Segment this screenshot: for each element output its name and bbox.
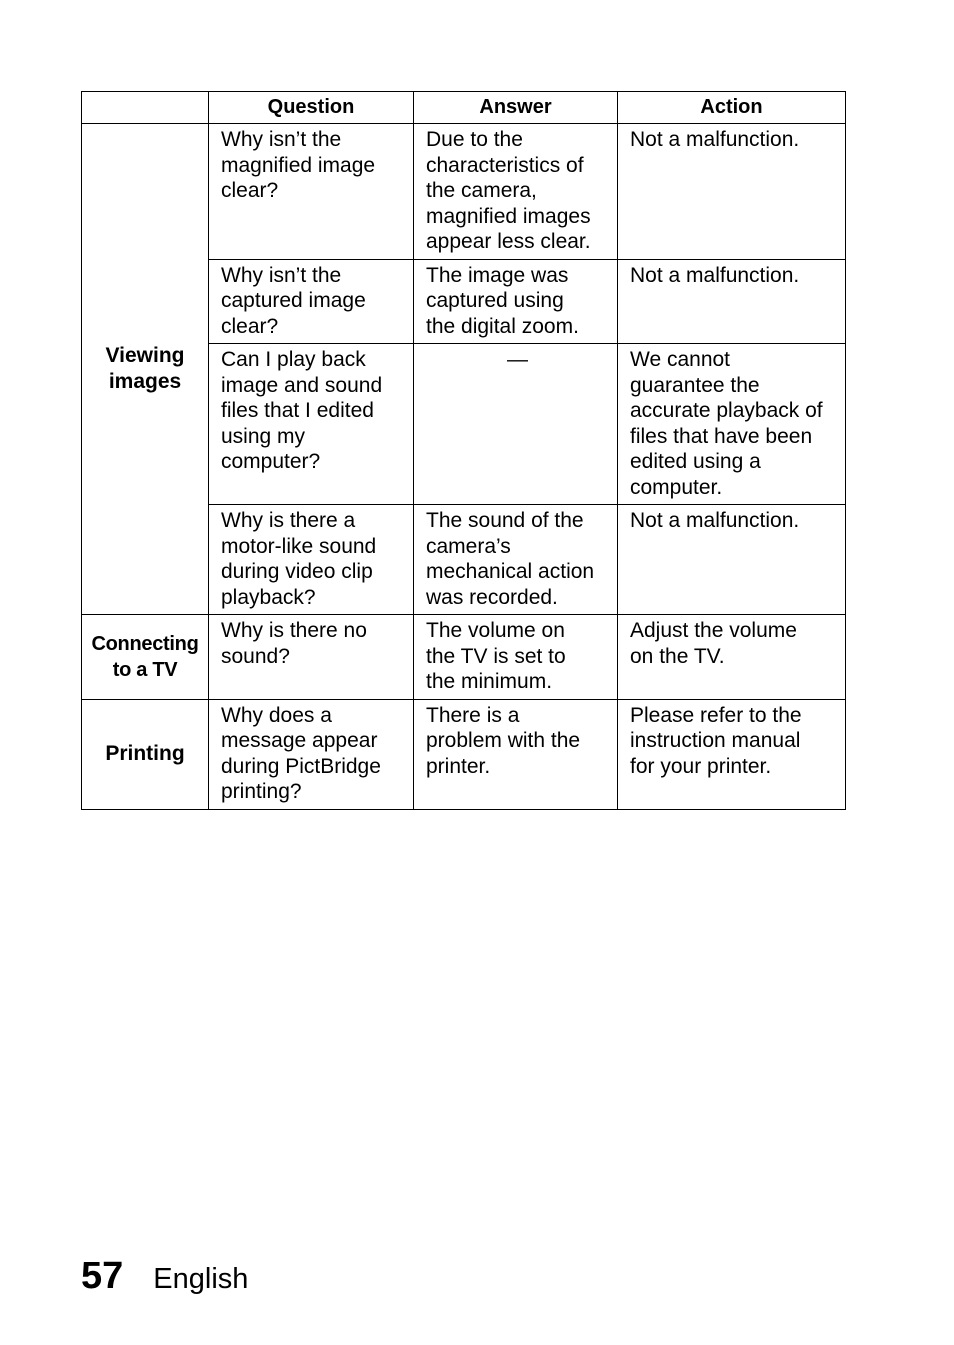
answer-cell — [414, 505, 618, 615]
question-text: printing? — [221, 780, 302, 803]
question-text: during PictBridge — [221, 754, 381, 778]
header-question: Question — [209, 92, 414, 124]
answer-text: the digital zoom. — [426, 314, 579, 338]
answer-text: camera’s — [426, 534, 511, 558]
question-text: clear? — [221, 179, 279, 202]
question-text: motor-like sound — [221, 534, 377, 558]
action-text: on the TV. — [630, 644, 725, 668]
question-text: magnified image — [221, 153, 376, 177]
category-label: Viewing — [105, 344, 185, 367]
category-label: images — [108, 370, 182, 393]
question-text: sound? — [221, 644, 290, 668]
action-text: accurate playback of — [630, 399, 823, 422]
answer-cell — [414, 344, 618, 505]
answer-text: captured using — [426, 289, 564, 312]
table-header-row — [82, 92, 846, 124]
question-text: playback? — [221, 585, 316, 609]
category-printing — [82, 699, 209, 809]
question-text: Why isn’t the — [221, 263, 342, 287]
answer-text: the TV is set to — [426, 644, 566, 668]
faq-table — [81, 91, 846, 810]
question-text: image and sound — [221, 373, 383, 397]
question-cell — [209, 615, 414, 700]
answer-text: The volume on — [426, 619, 565, 642]
table-row — [82, 699, 846, 809]
action-cell — [618, 699, 846, 809]
action-cell — [618, 615, 846, 700]
header-answer: Answer — [414, 92, 618, 124]
question-text: captured image — [221, 289, 366, 312]
question-cell — [209, 344, 414, 505]
action-cell — [618, 505, 846, 615]
action-text: Not a malfunction. — [630, 263, 800, 287]
answer-text: Due to the — [426, 128, 523, 151]
language-label: English — [153, 1263, 249, 1295]
page-number: 57 — [81, 1255, 124, 1297]
action-text: We cannot — [630, 348, 731, 371]
question-text: Why is there a — [221, 509, 356, 532]
category-viewing-images — [82, 124, 209, 615]
answer-text: printer. — [426, 754, 491, 778]
category-connecting-to-tv — [82, 615, 209, 700]
action-cell — [618, 124, 846, 260]
answer-text: characteristics of — [426, 153, 584, 177]
category-label: Printing — [105, 742, 185, 765]
action-text: files that have been — [630, 424, 813, 448]
question-text: during video clip — [221, 560, 373, 583]
question-cell — [209, 124, 414, 260]
answer-text: magnified images — [426, 204, 591, 228]
action-cell — [618, 259, 846, 344]
action-text: Not a malfunction. — [630, 509, 800, 532]
answer-cell — [414, 259, 618, 344]
answer-dash: — — [507, 348, 528, 371]
table-row — [82, 124, 846, 260]
question-cell — [209, 505, 414, 615]
question-text: files that I edited — [221, 399, 374, 422]
answer-text: the camera, — [426, 179, 537, 202]
question-text: Can I play back — [221, 348, 366, 371]
question-text: clear? — [221, 314, 279, 338]
question-text: Why is there no — [221, 619, 367, 642]
action-text: guarantee the — [630, 373, 760, 397]
question-cell — [209, 259, 414, 344]
action-text: Not a malfunction. — [630, 128, 800, 151]
answer-text: The sound of the — [426, 509, 584, 532]
answer-cell — [414, 699, 618, 809]
question-text: computer? — [221, 450, 321, 473]
answer-text: There is a — [426, 703, 520, 727]
header-action: Action — [618, 92, 846, 124]
action-text: instruction manual — [630, 729, 801, 752]
question-text: Why does a — [221, 703, 332, 727]
question-text: message appear — [221, 729, 378, 752]
answer-text: problem with the — [426, 729, 581, 752]
action-text: computer. — [630, 475, 723, 499]
action-text: Adjust the volume — [630, 619, 797, 642]
question-cell — [209, 699, 414, 809]
answer-text: The image was — [426, 263, 569, 287]
action-text: for your printer. — [630, 754, 772, 778]
action-text: edited using a — [630, 450, 761, 473]
action-cell — [618, 344, 846, 505]
question-text: Why isn’t the — [221, 128, 342, 151]
answer-text: the minimum. — [426, 670, 553, 693]
category-label: Connecting — [91, 632, 199, 655]
answer-text: appear less clear. — [426, 230, 591, 253]
answer-cell — [414, 124, 618, 260]
answer-text: was recorded. — [426, 585, 558, 609]
question-text: using my — [221, 424, 306, 448]
action-text: Please refer to the — [630, 703, 802, 727]
answer-cell — [414, 615, 618, 700]
header-category — [82, 92, 209, 124]
category-label: to a TV — [112, 658, 178, 681]
answer-text: mechanical action — [426, 560, 595, 583]
page-footer — [81, 1255, 248, 1305]
table-row — [82, 615, 846, 700]
